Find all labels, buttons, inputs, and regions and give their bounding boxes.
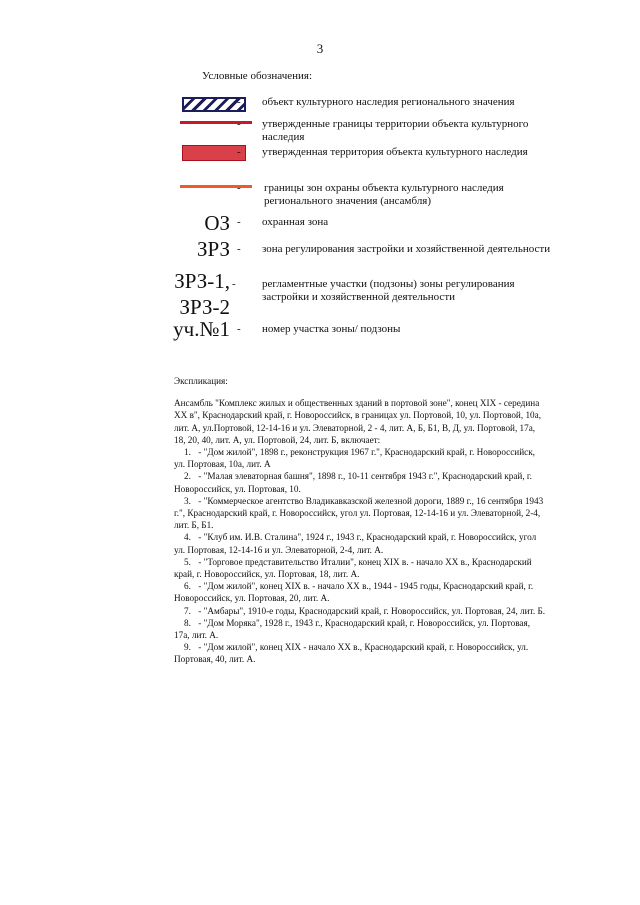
legend-dash: -	[237, 96, 241, 108]
legend-dash: -	[232, 278, 236, 290]
legend-dash: -	[237, 118, 241, 130]
zone-code-zrz-1: ЗРЗ-1,	[174, 269, 230, 293]
item-number: 7.	[184, 605, 191, 616]
legend-description: объект культурного наследия регионального значения	[262, 96, 515, 108]
item-number: 5.	[184, 556, 191, 567]
legend-description: границы зон охраны объекта культурного наследия регионального значения (ансамбля)	[264, 182, 504, 207]
explication-item	[174, 617, 546, 641]
legend-description: зона регулирования застройки и хозяйственной деятельности	[262, 243, 551, 255]
zone-code-zrz: ЗРЗ	[197, 237, 230, 261]
legend-dash: -	[237, 182, 241, 194]
legend-item-regulation-subzones	[160, 270, 540, 320]
explication-section	[174, 375, 546, 666]
explication-title: Экспликация:	[174, 376, 228, 386]
explication-item	[174, 556, 546, 580]
explication-item	[174, 605, 546, 617]
orange-line-symbol	[170, 182, 242, 206]
explication-intro	[174, 397, 546, 446]
legend-description: охранная зона	[262, 216, 329, 228]
hatched-box-symbol	[170, 95, 242, 119]
item-text: - "Дом жилой", конец XIX в. - начало XX в., 1944 - 1945 годы, Краснодарский край, г. Новороссийск, ул. Портовая, 20, лит. А.	[174, 581, 534, 604]
legend-dash: -	[237, 146, 241, 158]
zone-code-zrz-2: ЗРЗ-2	[179, 295, 230, 319]
item-number: 1.	[184, 447, 191, 458]
legend-dash: -	[237, 323, 241, 335]
item-text: - "Малая элеваторная башня", 1898 г., 10-11 сентября 1943 г.", Краснодарский край, г. Новороссийск, ул. Портовая, 10.	[174, 471, 532, 494]
explication-item	[174, 580, 546, 604]
item-text: - "Коммерческое агентство Владикавказской железной дороги, 1889 г., 16 сентября 1943 г.", Краснодарский край, г. Новороссийск, угол ул. Портовая, 12-14-16 и ул. Элеваторной, 2-4, лит. Б, Б1.	[174, 495, 544, 531]
item-text: - "Дом жилой", 1898 г., реконструкция 1967 г.", Краснодарский край, г. Новороссийск, ул. Портовая, 10а, лит. А	[174, 447, 535, 470]
legend-item-approved-territory	[160, 145, 540, 185]
item-number: 2.	[184, 471, 191, 482]
item-number: 9.	[184, 642, 191, 653]
legend-description: утвержденные границы территории объекта культурного наследия	[262, 118, 529, 143]
red-line-symbol	[170, 118, 242, 142]
explication-item	[174, 495, 546, 532]
legend-description: утвержденная территория объекта культурного наследия	[262, 146, 528, 158]
explication-item	[174, 641, 546, 665]
explication-item	[174, 446, 546, 470]
zone-code-oz: ОЗ	[204, 211, 230, 235]
item-number: 6.	[184, 581, 191, 592]
legend-description: регламентные участки (подзоны) зоны регулирования застройки и хозяйственной деятельности	[262, 278, 515, 303]
item-number: 4.	[184, 532, 191, 543]
item-number: 3.	[184, 495, 191, 506]
legend-dash: -	[237, 243, 241, 255]
explication-intro-text: "Комплекс жилых и общественных зданий в портовой зоне", конец XIX - середина XX в", Краснодарский край, г. Новороссийск, в границах ул. Портовой, 10, ул. Портовой, 10а, лит. А, ул.Портовой, 12-14-16 и ул. Элеваторной, 2 - 4, лит. А, Б, Б1, В, Д, ул. Портовой, 17а, 18, 20, 40, лит. А, ул. Портовой, 24, лит. Б, включает:	[174, 398, 542, 445]
plot-number-code: уч.№1	[173, 317, 230, 341]
legend-item-plot-number	[160, 318, 540, 358]
page-number: 3	[316, 41, 324, 56]
legend-description: номер участка зоны/ подзоны	[262, 323, 401, 335]
legend-title: Условные обозначения:	[202, 70, 313, 82]
explication-intro-bold: Ансамбль	[174, 398, 213, 409]
item-text: - "Дом Моряка", 1928 г., 1943 г., Краснодарский край, г. Новороссийск, ул. Портовая, 17а, лит. А.	[174, 617, 531, 641]
item-text: - "Торговое представительство Италии", конец XIX в. - начало XX в., Краснодарский край, г. Новороссийск, ул. Портовая, 18, лит. А.	[174, 556, 532, 580]
item-text: - "Дом жилой", конец XIX - начало XX в., Краснодарский край, г. Новороссийск, ул. Портовая, 40, лит. А.	[174, 642, 529, 665]
item-text: - "Клуб им. И.В. Сталина", 1924 г., 1943 г., Краснодарский край, г. Новороссийск, угол ул. Портовая, 12-14-16 и ул. Элеваторной, 2-4, лит. А.	[174, 532, 537, 555]
red-fill-symbol	[170, 145, 242, 169]
legend-dash: -	[237, 216, 241, 228]
item-number: 8.	[184, 617, 191, 628]
explication-item	[174, 531, 546, 555]
explication-item	[174, 470, 546, 494]
item-text: - "Амбары", 1910-е годы, Краснодарский край, г. Новороссийск, ул. Портовая, 24, лит. Б.	[196, 605, 546, 616]
